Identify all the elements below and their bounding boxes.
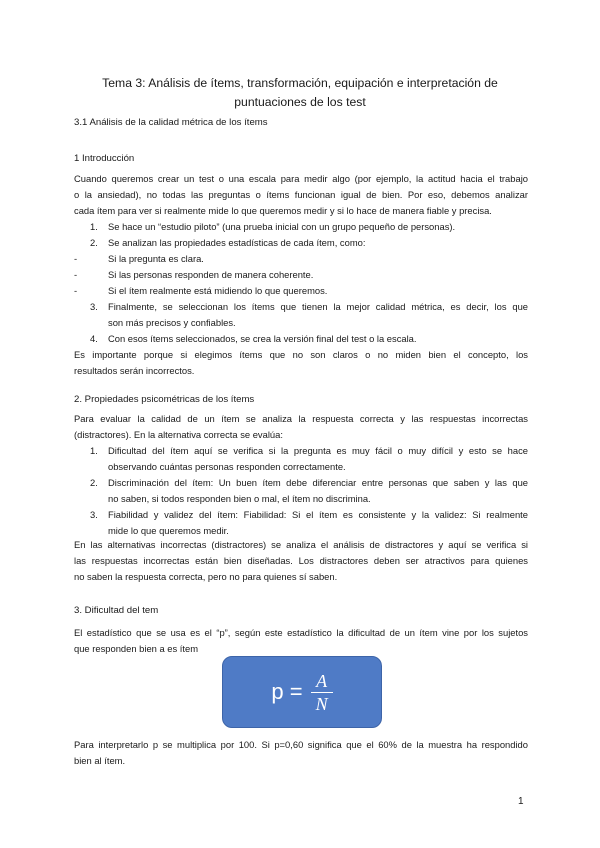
document-title (60, 74, 540, 112)
statistic-line-2: que responden bien a es ítem (74, 643, 199, 654)
list-number: 1. (90, 221, 98, 232)
section-heading-dificultad: 3. Dificultad del tem (74, 605, 159, 616)
formula-box (222, 656, 382, 728)
list-text (108, 299, 528, 331)
difficulty-formula (271, 672, 332, 713)
list-number: 2. (90, 237, 98, 248)
formula-lhs: p = (271, 679, 303, 704)
page-number: 1 (518, 796, 524, 807)
section-heading-introduccion: 1 Introducción (74, 153, 135, 164)
fraction-bar (311, 692, 333, 693)
list-number: 2. (90, 477, 98, 488)
step-3-line-1: Finalmente, se seleccionan los ítems que tienen la mejor calidad métrica, es decir, los que (108, 301, 528, 312)
list-text (108, 475, 528, 507)
interpretation-line-1: Para interpretarlo p se multiplica por 100. Si p=0,60 significa que el 60% de la muestra ha respondido (74, 739, 528, 750)
dash-text: Si la pregunta es clara. (108, 253, 204, 264)
formula-numerator: A (316, 670, 328, 691)
title-line-2: puntuaciones de los test (234, 95, 366, 109)
formula-fraction (311, 672, 333, 713)
interpretation-paragraph (74, 737, 528, 769)
evaluation-line-1: Para evaluar la calidad de un ítem se analiza la respuesta correcta y las respuestas incorrectas (74, 413, 528, 424)
distractors-line-1: En las alternativas incorrectas (distractores) se analiza el análisis de distractores y aquí se verifica si (74, 539, 528, 550)
list-number: 3. (90, 509, 98, 520)
intro-line-3: cada ítem para ver si realmente mide lo que queremos medir y si lo hace de manera fiable y precisa. (74, 205, 492, 216)
formula-denominator: N (315, 693, 328, 714)
importance-paragraph (74, 347, 528, 379)
intro-line-2: o la ansiedad), no todas las preguntas o ítems funcionan igual de bien. Por eso, debemos analizar (74, 189, 528, 200)
importance-line-1: Es importante porque si elegimos ítems que no son claros o no miden bien el concepto, los (74, 349, 528, 360)
statistic-line-1: El estadístico que se usa es el “p”, según este estadístico la dificultad de un ítem vine por los sujetos (74, 627, 528, 638)
list-number: 4. (90, 333, 98, 344)
dash-bullet: - (74, 253, 78, 264)
list-text: Se hace un “estudio piloto” (una prueba inicial con un grupo pequeño de personas). (108, 221, 456, 232)
intro-line-1: Cuando queremos crear un test o una escala para medir algo (por ejemplo, la actitud hacia el trabajo (74, 173, 528, 184)
distractors-paragraph (74, 537, 528, 585)
intro-paragraph (74, 171, 528, 219)
item-1-line-1: Dificultad del ítem aquí se verifica si la pregunta es muy fácil o muy difícil y esto se hace (108, 445, 528, 456)
statistic-paragraph (74, 625, 528, 657)
item-2-line-2: no saben, si todos responden bien o mal, el ítem no discrimina. (108, 493, 371, 504)
item-3-line-1: Fiabilidad y validez del ítem: Fiabilidad: Si el ítem es consistente y la validez: Si realmente (108, 509, 528, 520)
distractors-line-3: no saben la respuesta correcta, pero no para quienes sí saben. (74, 571, 338, 582)
interpretation-line-2: bien al ítem. (74, 755, 126, 766)
importance-line-2: resultados serán incorrectos. (74, 365, 195, 376)
evaluation-line-2: (distractores). En la alternativa correcta se evalúa: (74, 429, 283, 440)
section-heading-3-1: 3.1 Análisis de la calidad métrica de los ítems (74, 117, 268, 128)
list-number: 1. (90, 445, 98, 456)
item-1-line-2: observando cuántas personas responden correctamente. (108, 461, 346, 472)
list-number: 3. (90, 301, 98, 312)
dash-bullet: - (74, 285, 78, 296)
list-text: Se analizan las propiedades estadísticas de cada ítem, como: (108, 237, 366, 248)
list-text (108, 443, 528, 475)
evaluation-paragraph (74, 411, 528, 443)
distractors-line-2: las respuestas incorrectas están bien diseñadas. Los distractores deben ser atractivos para quienes (74, 555, 528, 566)
item-3-line-2: mide lo que queremos medir. (108, 525, 229, 536)
list-text: Con esos ítems seleccionados, se crea la versión final del test o la escala. (108, 333, 417, 344)
dash-bullet: - (74, 269, 78, 280)
item-2-line-1: Discriminación del ítem: Un buen ítem debe diferenciar entre personas que saben y las que (108, 477, 528, 488)
dash-text: Si las personas responden de manera coherente. (108, 269, 314, 280)
step-3-line-2: son más precisos y confiables. (108, 317, 236, 328)
title-line-1: Tema 3: Análisis de ítems, transformación, equipación e interpretación de (102, 76, 498, 90)
list-text (108, 507, 528, 539)
section-heading-propiedades: 2. Propiedades psicométricas de los ítems (74, 394, 255, 405)
dash-text: Si el ítem realmente está midiendo lo que queremos. (108, 285, 328, 296)
